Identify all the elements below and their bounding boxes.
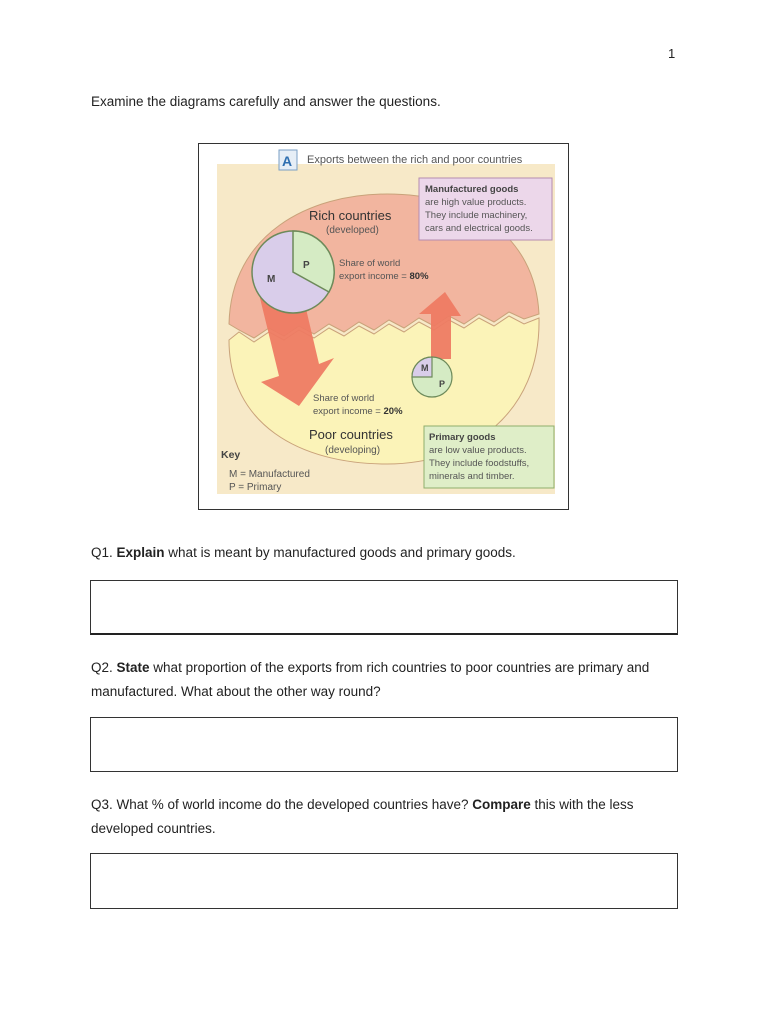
poor-share-value: 20%: [383, 406, 403, 417]
key-title: Key: [221, 449, 241, 461]
key-manufactured: M = Manufactured: [229, 469, 310, 480]
primary-line-1: are low value products.: [429, 445, 527, 456]
rich-subheading: (developed): [326, 225, 379, 236]
poor-share-line1: Share of world: [313, 393, 375, 404]
primary-title: Primary goods: [429, 432, 496, 443]
q1-keyword: Explain: [116, 545, 165, 560]
manufactured-title: Manufactured goods: [425, 184, 519, 195]
q2-keyword: State: [116, 660, 150, 675]
q2-text: what proportion of the exports from rich countries to poor countries are primary and manufactured. What about the other way round?: [91, 660, 650, 699]
diagram-label: A: [282, 153, 293, 169]
poor-heading: Poor countries: [309, 427, 393, 442]
rich-share-line2: [339, 271, 429, 282]
q2-answer-box[interactable]: [90, 717, 678, 772]
poor-pie-m-label: M: [421, 363, 429, 373]
q3-answer-box[interactable]: [90, 853, 678, 909]
page-number: 1: [668, 46, 676, 61]
manufactured-line-1: are high value products.: [425, 197, 527, 208]
diagram-title: Exports between the rich and poor countries: [307, 154, 523, 166]
poor-share-line2: [313, 406, 403, 417]
primary-line-2: They include foodstuffs,: [429, 458, 530, 469]
key-primary: P = Primary: [229, 482, 282, 493]
q3-number: Q3.: [91, 797, 113, 812]
rich-share-line1: Share of world: [339, 258, 401, 269]
q2-number: Q2.: [91, 660, 113, 675]
q3-keyword: Compare: [472, 797, 531, 812]
question-2: [91, 656, 681, 704]
manufactured-line-2: They include machinery,: [425, 210, 528, 221]
instruction-text: Examine the diagrams carefully and answer the questions.: [91, 94, 441, 109]
rich-pie-m-label: M: [267, 274, 276, 285]
poor-pie-p-label: P: [439, 379, 446, 389]
primary-line-3: minerals and timber.: [429, 471, 515, 482]
rich-export-pie: [252, 231, 334, 313]
exports-diagram: [198, 143, 569, 510]
question-1: [91, 541, 681, 565]
q1-number: Q1.: [91, 545, 113, 560]
q1-answer-box[interactable]: [90, 580, 678, 635]
question-3: [91, 793, 681, 841]
poor-share-label: export income =: [313, 406, 384, 417]
rich-pie-p-label: P: [303, 260, 310, 271]
q1-text: what is meant by manufactured goods and primary goods.: [164, 545, 516, 560]
rich-heading: Rich countries: [309, 208, 392, 223]
rich-share-value: 80%: [409, 271, 429, 282]
manufactured-line-3: cars and electrical goods.: [425, 223, 533, 234]
poor-export-pie: [412, 357, 452, 397]
q3-prefix: What % of world income do the developed countries have?: [112, 797, 473, 812]
q3-text: this with the less developed countries.: [91, 797, 634, 836]
poor-subheading: (developing): [325, 445, 381, 456]
rich-share-label: export income =: [339, 271, 410, 282]
